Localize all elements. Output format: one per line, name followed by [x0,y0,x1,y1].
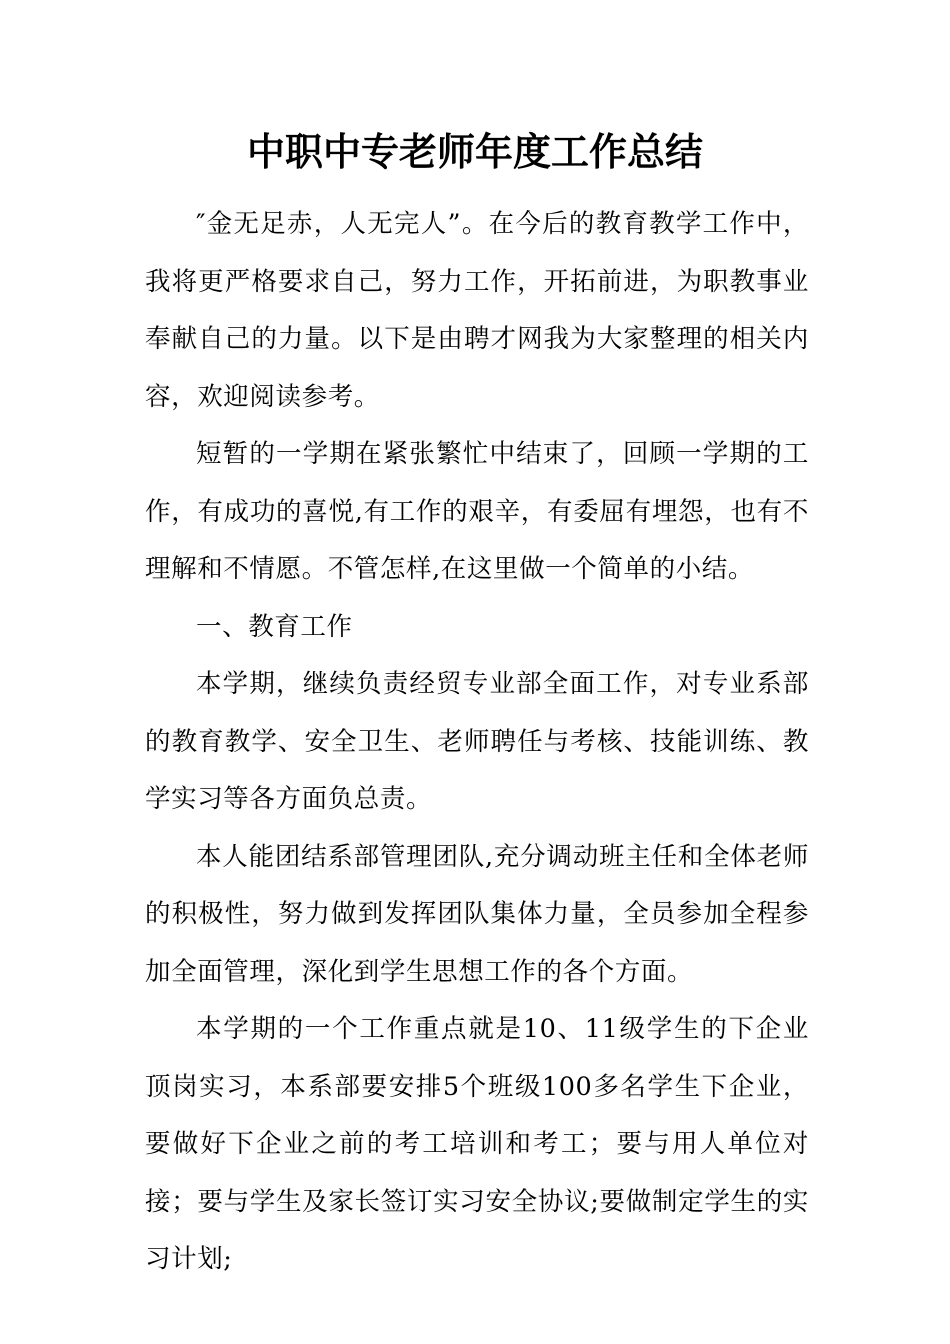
paragraph-responsibilities: 本学期，继续负责经贸专业部全面工作，对专业系部的教育教学、安全卫生、老师聘任与考核、技能训练、教学实习等各方面负总责。 [145,669,809,814]
document-body [145,196,809,1289]
paragraph-intro: ″金无足赤，人无完人”。在今后的教育教学工作中，我将更严格要求自己，努力工作，开拓前进，为职教事业奉献自己的力量。以下是由聘才网我为大家整理的相关内容，欢迎阅读参考。 [145,209,809,412]
paragraph-review: 短暂的一学期在紧张繁忙中结束了，回顾一学期的工作，有成功的喜悦,有工作的艰辛，有委屈有埋怨，也有不理解和不情愿。不管怎样,在这里做一个简单的小结。 [145,439,809,584]
document-title: 中职中专老师年度工作总结 [246,129,703,174]
paragraph-internship: 本学期的一个工作重点就是10、11级学生的下企业顶岗实习，本系部要安排5个班级100多名学生下企业，要做好下企业之前的考工培训和考工；要与用人单位对接；要与学生及家长签订实习安全协议;要做制定学生的实习计划; [145,1014,809,1274]
section-heading-education: 一、教育工作 [196,611,353,642]
paragraph-team: 本人能团结系部管理团队,充分调动班主任和全体老师的积极性，努力做到发挥团队集体力量，全员参加全程参加全面管理，深化到学生思想工作的各个方面。 [145,841,809,987]
